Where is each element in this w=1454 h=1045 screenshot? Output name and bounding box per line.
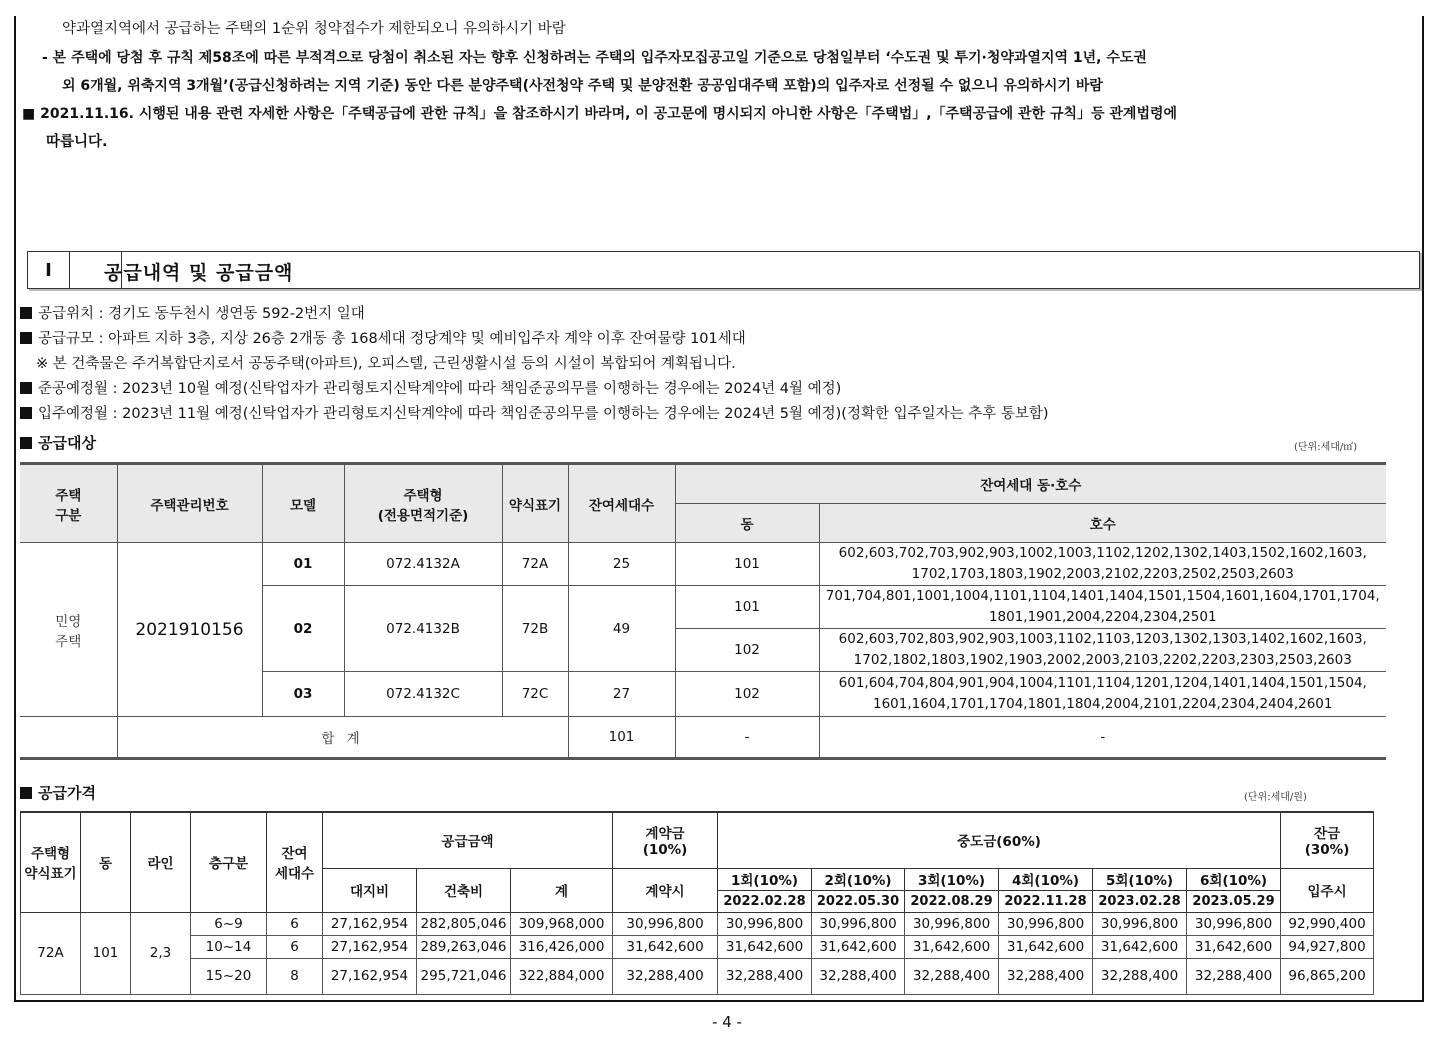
cell-building: 289,263,046 bbox=[417, 935, 511, 958]
table-row bbox=[21, 935, 1374, 958]
cell-abbr: 72A bbox=[21, 912, 81, 994]
bullet-square-icon bbox=[20, 307, 32, 319]
header-abbr: 주택형 약식표기 bbox=[21, 812, 81, 912]
cell-ho: 601,604,704,804,901,904,1004,1101,1104,1201,1204,1401,1404,1501,1504, 1601,1604,1701,1704,1801,1804,2004,2101,2204,2304,2404,2601 bbox=[819, 672, 1386, 717]
cell-middle-2: 32,288,400 bbox=[812, 958, 905, 994]
bullet-square-icon bbox=[20, 407, 32, 419]
cell-middle-4: 30,996,800 bbox=[999, 912, 1093, 935]
cell-count: 49 bbox=[568, 586, 675, 672]
header-installment-1-date: 2022.02.28 bbox=[718, 890, 812, 912]
cell-total: 316,426,000 bbox=[511, 935, 613, 958]
cell-count: 6 bbox=[267, 935, 323, 958]
header-building: 건축비 bbox=[417, 868, 511, 912]
notice-line-5: 따릅니다. bbox=[46, 134, 108, 150]
cell-middle-2: 31,642,600 bbox=[812, 935, 905, 958]
cell-deposit: 30,996,800 bbox=[613, 912, 718, 935]
cell-house-type: 072.4132C bbox=[344, 672, 502, 717]
cell-dong: 101 bbox=[675, 543, 819, 586]
cell-count: 8 bbox=[267, 958, 323, 994]
header-housing-type: 주택 구분 bbox=[20, 464, 117, 543]
cell-count: 27 bbox=[568, 672, 675, 717]
info-completion: 준공예정월 : 2023년 10월 예정(신탁업자가 관리형토지신탁계약에 따라 책임준공의무를 이행하는 경우에는 2024년 4월 예정) bbox=[20, 377, 841, 401]
cell-total-count: 101 bbox=[568, 717, 675, 759]
header-balance-when: 입주시 bbox=[1281, 868, 1374, 912]
cell-deposit: 31,642,600 bbox=[613, 935, 718, 958]
cell-middle-6: 30,996,800 bbox=[1187, 912, 1281, 935]
header-remaining: 잔여 세대수 bbox=[267, 812, 323, 912]
cell-balance: 94,927,800 bbox=[1281, 935, 1374, 958]
cell-abbr: 72C bbox=[502, 672, 568, 717]
cell-middle-5: 31,642,600 bbox=[1093, 935, 1187, 958]
header-installment-2: 2회(10%) bbox=[812, 868, 905, 890]
cell-middle-5: 30,996,800 bbox=[1093, 912, 1187, 935]
header-land: 대지비 bbox=[323, 868, 417, 912]
header-deposit-when: 계약시 bbox=[613, 868, 718, 912]
section-title: 공급내역 및 공급금액 bbox=[104, 262, 294, 284]
cell-dong: 101 bbox=[81, 912, 131, 994]
bullet-square-icon bbox=[20, 332, 32, 344]
header-installment-6: 6회(10%) bbox=[1187, 868, 1281, 890]
notice-line-2: - 본 주택에 당첨 후 규칙 제58조에 따른 부적격으로 당첨이 취소된 자는 향후 신청하려는 주택의 입주자모집공고일 기준으로 당첨일부터 ‘수도권 및 투기·청약과열지역 1년, 수도권 bbox=[42, 50, 1147, 66]
cell-balance: 96,865,200 bbox=[1281, 958, 1374, 994]
cell-ho: 602,603,702,803,902,903,1003,1102,1103,1203,1302,1303,1402,1602,1603, 1702,1802,1803,1902,1903,2002,2003,2103,2202,2203,2303,2503,2603 bbox=[819, 629, 1386, 672]
cell-middle-6: 31,642,600 bbox=[1187, 935, 1281, 958]
info-movein: 입주예정월 : 2023년 11월 예정(신탁업자가 관리형토지신탁계약에 따라 책임준공의무를 이행하는 경우에는 2024년 5월 예정)(정확한 입주일자는 추후 통보함) bbox=[20, 402, 1049, 426]
header-remaining-units: 잔여세대 동·호수 bbox=[675, 464, 1386, 504]
notice-line-3: 외 6개월, 위축지역 3개월’(공급신청하려는 지역 기준) 동안 다른 분양주택(사전청약 주택 및 분양전환 공공임대주택 포함)의 입주자로 선정될 수 없으니 유의하시기 바람 bbox=[62, 78, 1103, 94]
header-model: 모델 bbox=[262, 464, 344, 543]
cell-total-dong: - bbox=[675, 717, 819, 759]
cell-land: 27,162,954 bbox=[323, 935, 417, 958]
table-row bbox=[20, 543, 1386, 586]
header-installment-5-date: 2023.02.28 bbox=[1093, 890, 1187, 912]
header-abbr: 약식표기 bbox=[502, 464, 568, 543]
cell-building: 295,721,046 bbox=[417, 958, 511, 994]
info-location: 공급위치 : 경기도 동두천시 생연동 592-2번지 일대 bbox=[20, 302, 365, 326]
cell-house-type: 072.4132B bbox=[344, 586, 502, 672]
bullet-square-icon bbox=[20, 787, 32, 799]
cell-abbr: 72B bbox=[502, 586, 568, 672]
bullet-square-icon bbox=[20, 437, 32, 449]
supply-price-table bbox=[20, 811, 1374, 995]
cell-model: 02 bbox=[262, 586, 344, 672]
header-installment-1: 1회(10%) bbox=[718, 868, 812, 890]
cell-floor: 6~9 bbox=[191, 912, 267, 935]
table-row bbox=[21, 912, 1374, 935]
cell-middle-1: 31,642,600 bbox=[718, 935, 812, 958]
header-installment-2-date: 2022.05.30 bbox=[812, 890, 905, 912]
header-balance: 잔금 (30%) bbox=[1281, 812, 1374, 868]
cell-middle-2: 30,996,800 bbox=[812, 912, 905, 935]
notice-line-4: ■ 2021.11.16. 시행된 내용 관련 자세한 사항은「주택공급에 관한 규칙」을 참조하시기 바라며, 이 공고문에 명시되지 아니한 사항은「주택법」,「주택공급에 관한 규칙」등 관계법령에 bbox=[22, 106, 1178, 122]
cell-middle-4: 31,642,600 bbox=[999, 935, 1093, 958]
cell-ho: 602,603,702,703,902,903,1002,1003,1102,1202,1302,1403,1502,1602,1603, 1702,1703,1803,1902,2003,2102,2203,2502,2503,2603 bbox=[819, 543, 1386, 586]
cell-line: 2,3 bbox=[131, 912, 191, 994]
table-total-row bbox=[20, 717, 1386, 759]
supply-target-table bbox=[20, 462, 1386, 760]
supply-price-heading: 공급가격 bbox=[20, 782, 96, 803]
header-ho: 호수 bbox=[819, 504, 1386, 543]
info-note: ※ 본 건축물은 주거복합단지로서 공동주택(아파트), 오피스텔, 근린생활시설 등의 시설이 복합되어 계획됩니다. bbox=[36, 356, 736, 372]
cell-count: 6 bbox=[267, 912, 323, 935]
cell-total: 309,968,000 bbox=[511, 912, 613, 935]
header-dong: 동 bbox=[675, 504, 819, 543]
cell-house-type: 072.4132A bbox=[344, 543, 502, 586]
cell-middle-4: 32,288,400 bbox=[999, 958, 1093, 994]
cell-middle-6: 32,288,400 bbox=[1187, 958, 1281, 994]
header-installment-5: 5회(10%) bbox=[1093, 868, 1187, 890]
header-deposit: 계약금 (10%) bbox=[613, 812, 718, 868]
header-total: 계 bbox=[511, 868, 613, 912]
cell-dong: 102 bbox=[675, 672, 819, 717]
header-floor: 층구분 bbox=[191, 812, 267, 912]
cell-middle-3: 32,288,400 bbox=[905, 958, 999, 994]
header-installment-3-date: 2022.08.29 bbox=[905, 890, 999, 912]
table-row bbox=[21, 958, 1374, 994]
cell-land: 27,162,954 bbox=[323, 912, 417, 935]
supply-target-heading: 공급대상 bbox=[20, 432, 96, 453]
cell-floor: 10~14 bbox=[191, 935, 267, 958]
header-line: 라인 bbox=[131, 812, 191, 912]
cell-total: 322,884,000 bbox=[511, 958, 613, 994]
cell-building: 282,805,046 bbox=[417, 912, 511, 935]
header-dong: 동 bbox=[81, 812, 131, 912]
supply-target-unit: (단위:세대/㎡) bbox=[1294, 442, 1358, 453]
supply-price-unit: (단위:세대/원) bbox=[1244, 792, 1307, 803]
cell-balance: 92,990,400 bbox=[1281, 912, 1374, 935]
cell-count: 25 bbox=[568, 543, 675, 586]
header-installment-6-date: 2023.05.29 bbox=[1187, 890, 1281, 912]
cell-mgmt-no: 2021910156 bbox=[117, 543, 262, 717]
cell-middle-1: 32,288,400 bbox=[718, 958, 812, 994]
cell-ho: 701,704,801,1001,1004,1101,1104,1401,1404,1501,1504,1601,1604,1701,1704, 1801,1901,2004,2204,2304,2501 bbox=[819, 586, 1386, 629]
cell-empty bbox=[20, 717, 117, 759]
cell-floor: 15~20 bbox=[191, 958, 267, 994]
cell-land: 27,162,954 bbox=[323, 958, 417, 994]
bullet-square-icon bbox=[20, 382, 32, 394]
header-house-type: 주택형 (전용면적기준) bbox=[344, 464, 502, 543]
header-installment-3: 3회(10%) bbox=[905, 868, 999, 890]
info-scale: 공급규모 : 아파트 지하 3층, 지상 26층 2개동 총 168세대 정당계약 및 예비입주자 계약 이후 잔여물량 101세대 bbox=[20, 327, 746, 351]
cell-dong: 102 bbox=[675, 629, 819, 672]
section-number: I bbox=[28, 252, 70, 288]
header-mgmt-no: 주택관리번호 bbox=[117, 464, 262, 543]
cell-dong: 101 bbox=[675, 586, 819, 629]
cell-middle-1: 30,996,800 bbox=[718, 912, 812, 935]
cell-total-ho: - bbox=[819, 717, 1386, 759]
header-installment-4-date: 2022.11.28 bbox=[999, 890, 1093, 912]
cell-middle-3: 31,642,600 bbox=[905, 935, 999, 958]
header-remaining: 잔여세대수 bbox=[568, 464, 675, 543]
cell-deposit: 32,288,400 bbox=[613, 958, 718, 994]
cell-middle-3: 30,996,800 bbox=[905, 912, 999, 935]
header-supply-amount: 공급금액 bbox=[323, 812, 613, 868]
cell-model: 03 bbox=[262, 672, 344, 717]
cell-abbr: 72A bbox=[502, 543, 568, 586]
header-installment-4: 4회(10%) bbox=[999, 868, 1093, 890]
cell-total-label: 합 계 bbox=[117, 717, 568, 759]
notice-line-1: 약과열지역에서 공급하는 주택의 1순위 청약접수가 제한되오니 유의하시기 바람 bbox=[62, 21, 566, 37]
cell-housing-type: 민영 주택 bbox=[20, 543, 117, 717]
cell-model: 01 bbox=[262, 543, 344, 586]
cell-middle-5: 32,288,400 bbox=[1093, 958, 1187, 994]
page-number: - 4 - bbox=[712, 1013, 742, 1031]
header-middle: 중도금(60%) bbox=[718, 812, 1281, 868]
